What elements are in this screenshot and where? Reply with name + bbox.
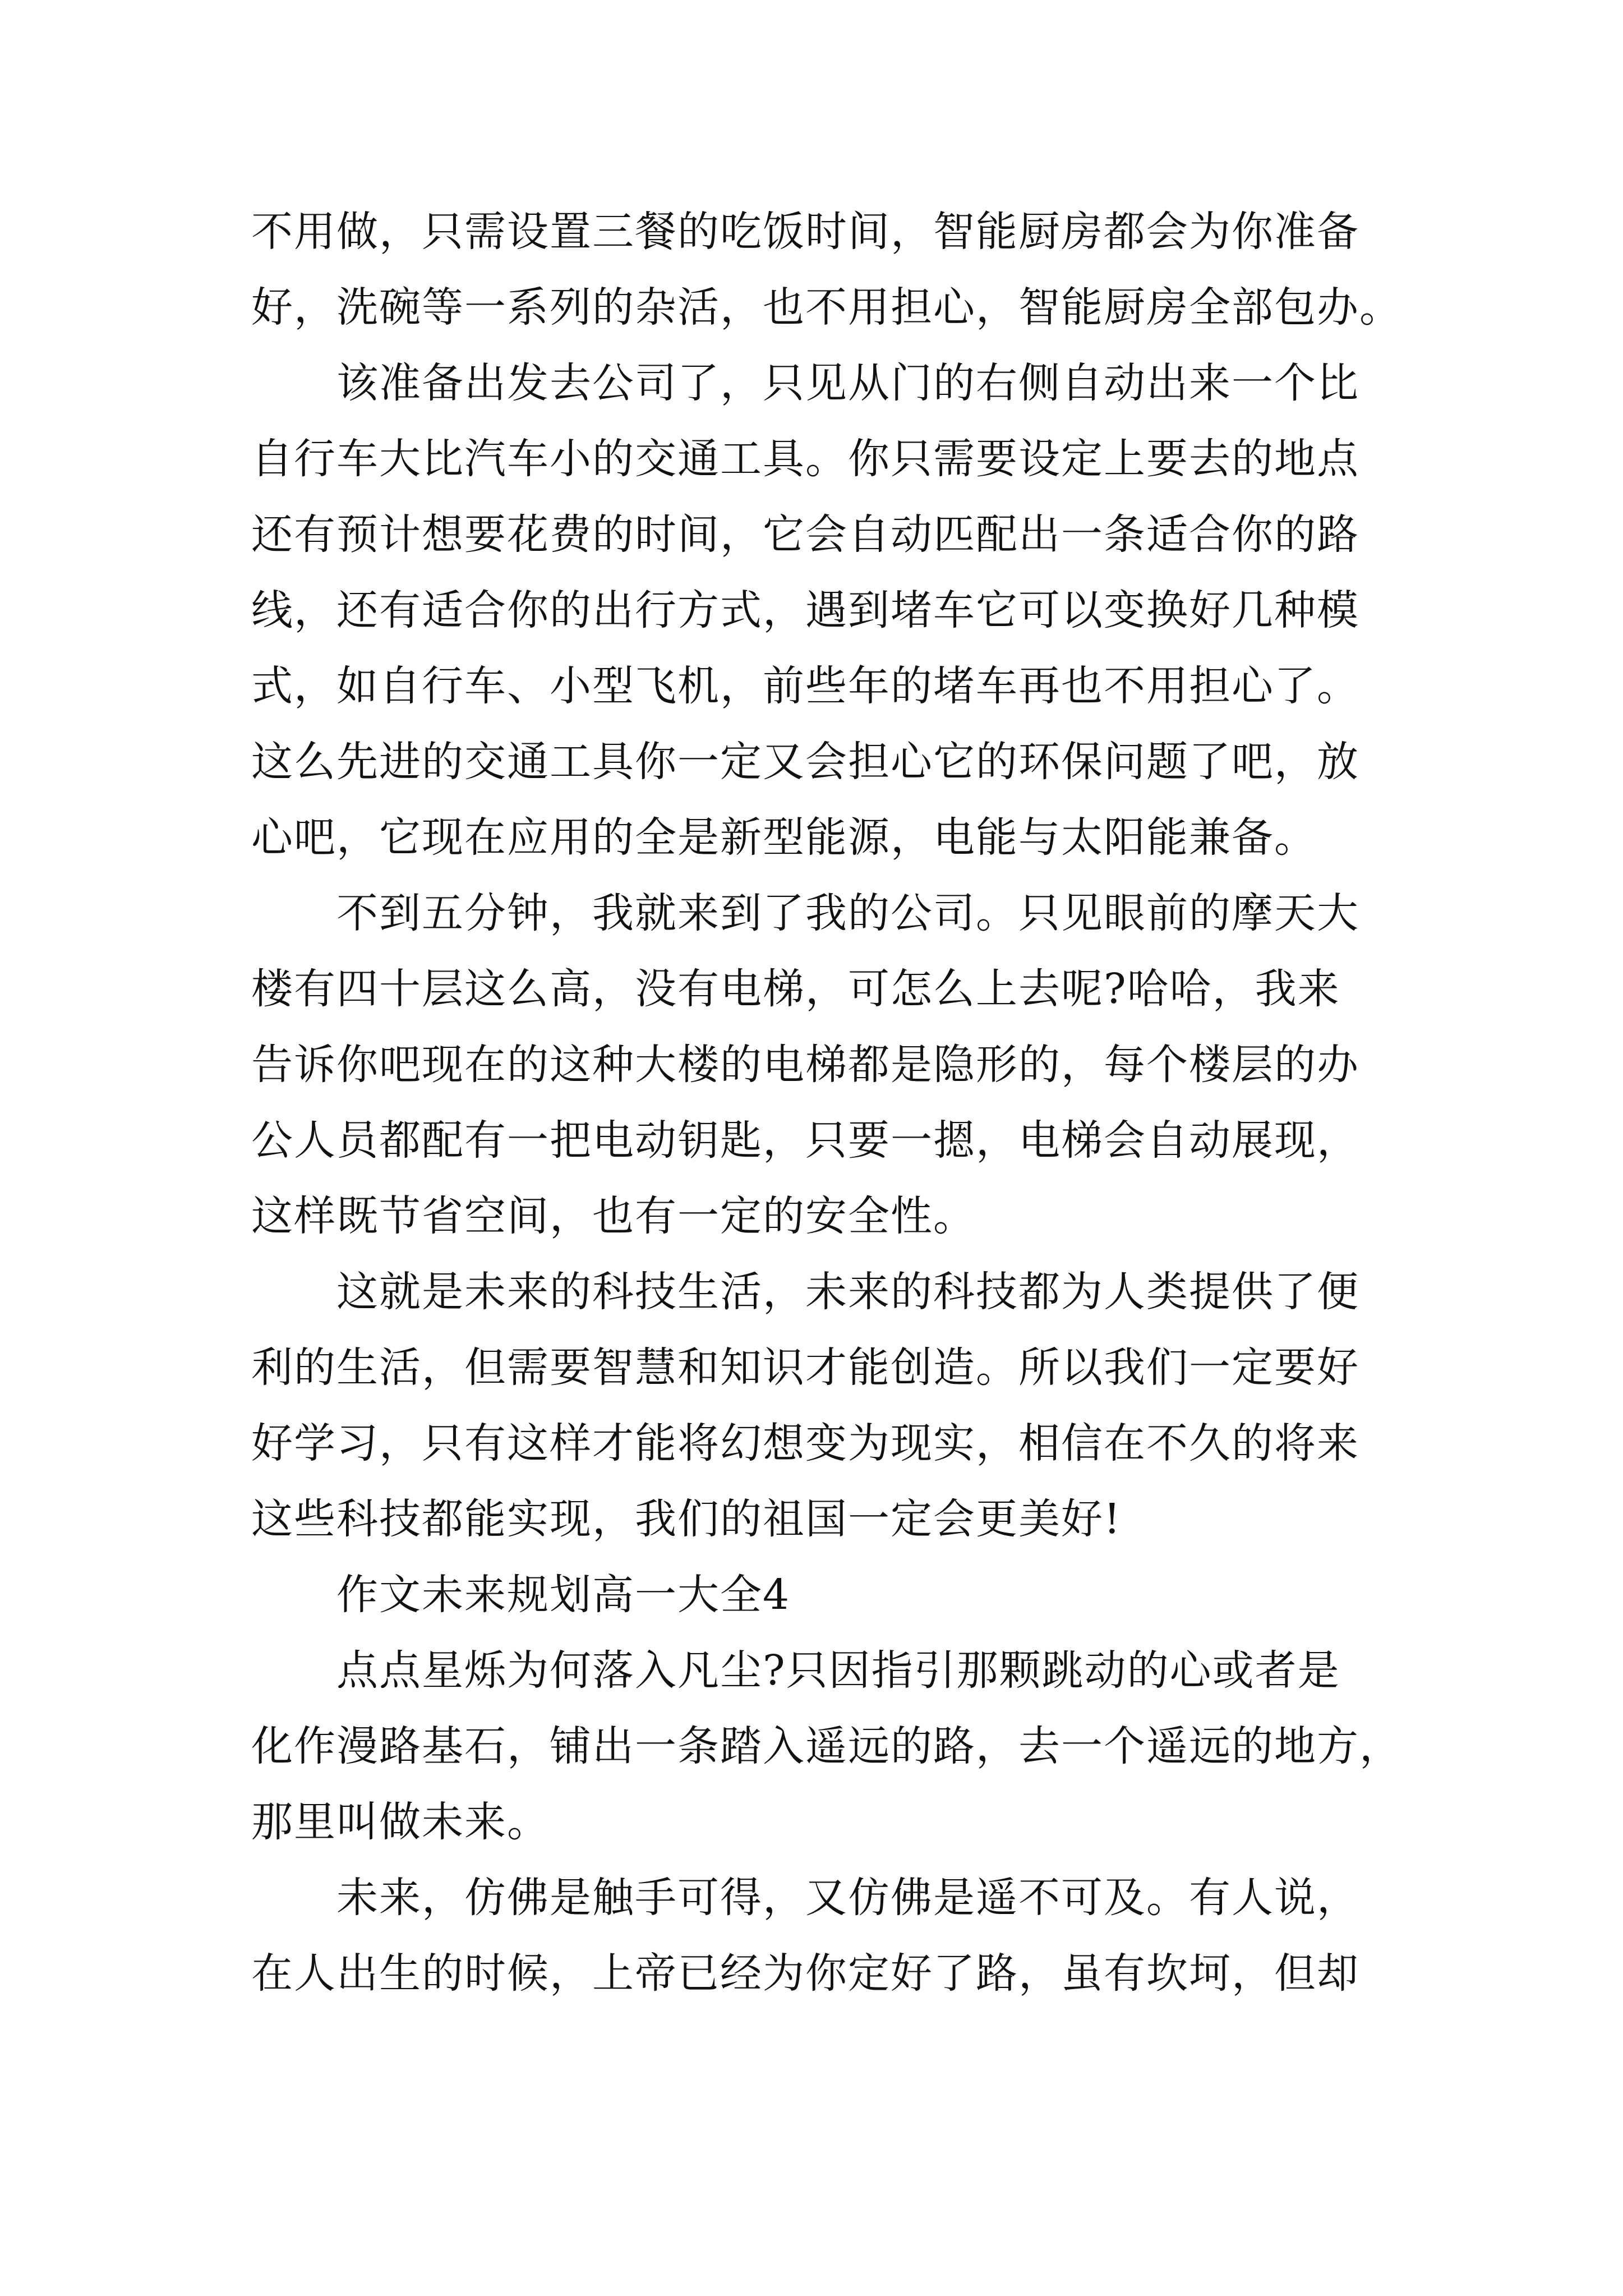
text-line: 这些科技都能实现，我们的祖国一定会更美好! [251, 1495, 1122, 1543]
text-line: 式，如自行车、小型飞机，前些年的堵车再也不用担心了。 [251, 662, 1359, 710]
text-line: 利的生活，但需要智慧和知识才能创造。所以我们一定要好 [251, 1343, 1359, 1392]
text-line: 楼有四十层这么高，没有电梯，可怎么上去呢?哈哈，我来 [251, 965, 1340, 1013]
text-line: 还有预计想要花费的时间，它会自动匹配出一条适合你的路 [251, 510, 1359, 559]
text-line: 那里叫做未来。 [251, 1798, 550, 1846]
text-line: 这么先进的交通工具你一定又会担心它的环保问题了吧，放 [251, 738, 1359, 786]
text-line: 心吧，它现在应用的全是新型能源，电能与太阳能兼备。 [251, 813, 1317, 862]
paragraph-start-line: 不到五分钟，我就来到了我的公司。只见眼前的摩天大 [336, 889, 1359, 937]
text-line: 不用做，只需设置三餐的吃饭时间，智能厨房都会为你准备 [251, 208, 1359, 256]
text-line: 好学习，只有这样才能将幻想变为现实，相信在不久的将来 [251, 1419, 1359, 1467]
paragraph-start-line: 未来，仿佛是触手可得，又仿佛是遥不可及。有人说， [336, 1874, 1359, 1922]
section-heading: 作文未来规划高一大全4 [336, 1571, 791, 1619]
text-line: 公人员都配有一把电动钥匙，只要一摁，电梯会自动展现， [251, 1116, 1359, 1165]
text-line: 这样既节省空间，也有一定的安全性。 [251, 1192, 976, 1240]
text-line: 告诉你吧现在的这种大楼的电梯都是隐形的，每个楼层的办 [251, 1041, 1359, 1089]
text-line: 化作漫路基石，铺出一条踏入遥远的路，去一个遥远的地方， [251, 1722, 1402, 1770]
paragraph-start-line: 这就是未来的科技生活，未来的科技都为人类提供了便 [336, 1268, 1359, 1316]
text-line: 线，还有适合你的出行方式，遇到堵车它可以变换好几种模 [251, 586, 1359, 634]
text-line: 自行车大比汽车小的交通工具。你只需要设定上要去的地点 [251, 435, 1359, 483]
paragraph-start-line: 点点星烁为何落入凡尘?只因指引那颗跳动的心或者是 [336, 1646, 1340, 1695]
text-line: 在人出生的时候，上帝已经为你定好了路，虽有坎坷，但却 [251, 1949, 1359, 1998]
paragraph-start-line: 该准备出发去公司了，只见从门的右侧自动出来一个比 [336, 359, 1359, 407]
text-line: 好，洗碗等一系列的杂活，也不用担心，智能厨房全部包办。 [251, 283, 1402, 332]
